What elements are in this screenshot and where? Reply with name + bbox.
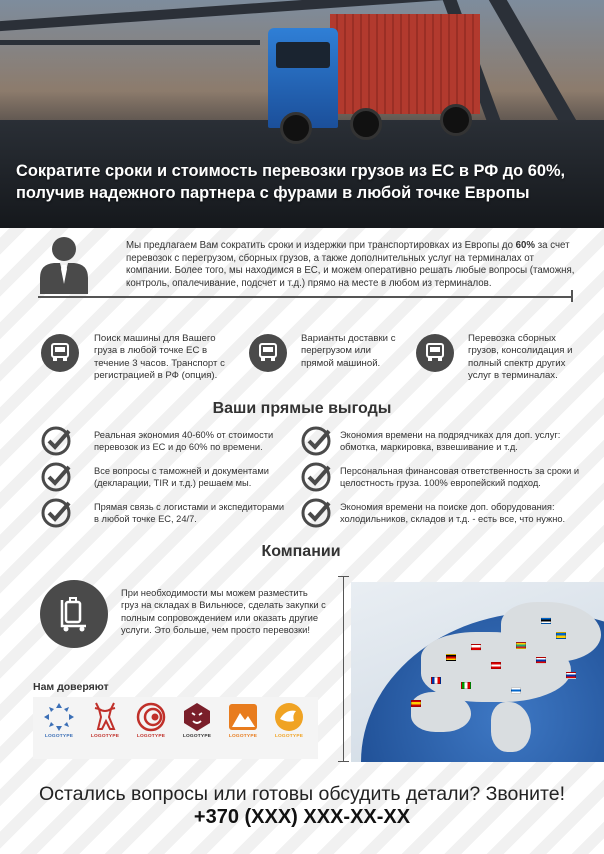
check-icon — [300, 497, 332, 529]
bridge-beam — [0, 40, 260, 45]
benefit-text: Прямая связь с логистами и экспедиторами в любой точке ЕС, 24/7. — [94, 502, 285, 525]
check-icon — [300, 461, 332, 493]
flag — [446, 654, 456, 661]
hero-title — [16, 160, 591, 204]
land — [491, 702, 531, 752]
company-text: При необходимости мы можем разместить груз на складах в Вильнюсе, сделать закупки с полным сопровождением или оказать другие услуги. Это больше, чем просто перевозки! — [121, 587, 326, 635]
flag — [461, 682, 471, 689]
benefit-text: Персональная финансовая ответственность за сроки и целостность груза. 100% европейский подход. — [340, 466, 580, 489]
divider — [38, 296, 572, 298]
mountain-logo-icon — [226, 701, 260, 733]
divider-tick — [338, 576, 349, 577]
cta-text: Остались вопросы или готовы обсудить детали? Звоните! — [38, 783, 565, 805]
rings-logo-icon — [134, 701, 168, 733]
flag — [471, 644, 481, 651]
benefit-text: Экономия времени на поиске доп. оборудования: холодильников, складов и т.д. - есть все, что нужно. — [340, 502, 566, 525]
check-icon — [40, 497, 72, 529]
divider-tick — [571, 290, 573, 302]
flag — [556, 632, 566, 639]
flag — [491, 662, 501, 669]
feature-text: Варианты доставки с перегрузом или прямой машиной. — [301, 333, 396, 369]
check-icon — [40, 461, 72, 493]
logos-strip — [33, 697, 318, 759]
truck-wheel — [350, 108, 382, 140]
check-icon — [40, 425, 72, 457]
land — [501, 602, 601, 662]
bird-logo-icon — [272, 701, 306, 733]
benefit-text: Реальная экономия 40-60% от стоимости перевозок из ЕС и до 60% по времени. — [94, 430, 274, 453]
intro-text: Мы предлагаем Вам сократить сроки и издержки при транспортировках из Европы до 60% за счет перевозок с перегрузом, сборных грузов, а также дополнительных услуг на терминалах от компании. Более того, мы находимся в ЕС, и можем оперативно решать любые вопросы (таможня, контроль, опалечивание, подсчет и т.д.) прямо на месте в любом из терминалов. — [126, 240, 575, 289]
benefit-text: Все вопросы с таможней и документами (декларации, TIR и т.д.) решаем мы. — [94, 466, 269, 489]
client-logo — [37, 701, 81, 755]
truck-wheel — [280, 112, 312, 144]
client-logo — [267, 701, 311, 755]
flag — [511, 687, 521, 694]
logo-label: LOGOTYPE — [90, 734, 120, 739]
logo-label: LOGOTYPE — [228, 734, 258, 739]
europe-map-image — [351, 582, 604, 762]
flag — [566, 672, 576, 679]
flag — [516, 642, 526, 649]
feature-text: Перевозка сборных грузов, консолидация и полный спектр других услуг в терминалах. — [468, 333, 573, 382]
logo-label: LOGOTYPE — [274, 734, 304, 739]
vertical-divider — [343, 576, 344, 762]
phone-number[interactable]: +370 (XXX) XXX-XX-XX — [193, 806, 411, 828]
benefits-title: Ваши прямые выгоды — [212, 400, 392, 417]
hero-title-line: Сократите сроки и стоимость перевозки грузов из ЕС в РФ до 60%, — [16, 162, 566, 180]
truck-wheel — [440, 104, 472, 136]
trust-title: Нам доверяют — [33, 681, 109, 693]
logo-label: LOGOTYPE — [44, 734, 74, 739]
company-title: Компании — [261, 543, 341, 560]
truck-icon — [41, 334, 79, 372]
arrows-logo-icon — [42, 701, 76, 733]
flag — [541, 617, 551, 624]
client-logo — [129, 701, 173, 755]
logo-label: LOGOTYPE — [136, 734, 166, 739]
intro-highlight: 60% — [515, 240, 536, 251]
benefit-text: Экономия времени на подрядчиках для доп. услуг: обмотка, маркировка, взвешивание и т.д. — [340, 430, 561, 453]
hero-banner — [0, 0, 604, 228]
flag — [536, 657, 546, 664]
truck-icon — [249, 334, 287, 372]
truck-icon — [416, 334, 454, 372]
check-icon — [300, 425, 332, 457]
land — [411, 692, 471, 732]
feature-text: Поиск машины для Вашего груза в любой точке ЕС в течение 3 часов. Транспорт с регистрацией в РФ (опция). — [94, 333, 225, 382]
logo-label: LOGOTYPE — [182, 734, 212, 739]
hero-title-line: получив надежного партнера с фурами в любой точке Европы — [16, 184, 530, 202]
client-logo — [221, 701, 265, 755]
flag — [431, 677, 441, 684]
client-logo — [175, 701, 219, 755]
deer-logo-icon — [88, 701, 122, 733]
client-logo — [83, 701, 127, 755]
luggage-cart-icon — [40, 580, 108, 648]
flag — [411, 700, 421, 707]
truck-container — [330, 14, 480, 114]
divider-tick — [338, 761, 349, 762]
lion-logo-icon — [180, 701, 214, 733]
businessman-icon — [38, 234, 90, 294]
